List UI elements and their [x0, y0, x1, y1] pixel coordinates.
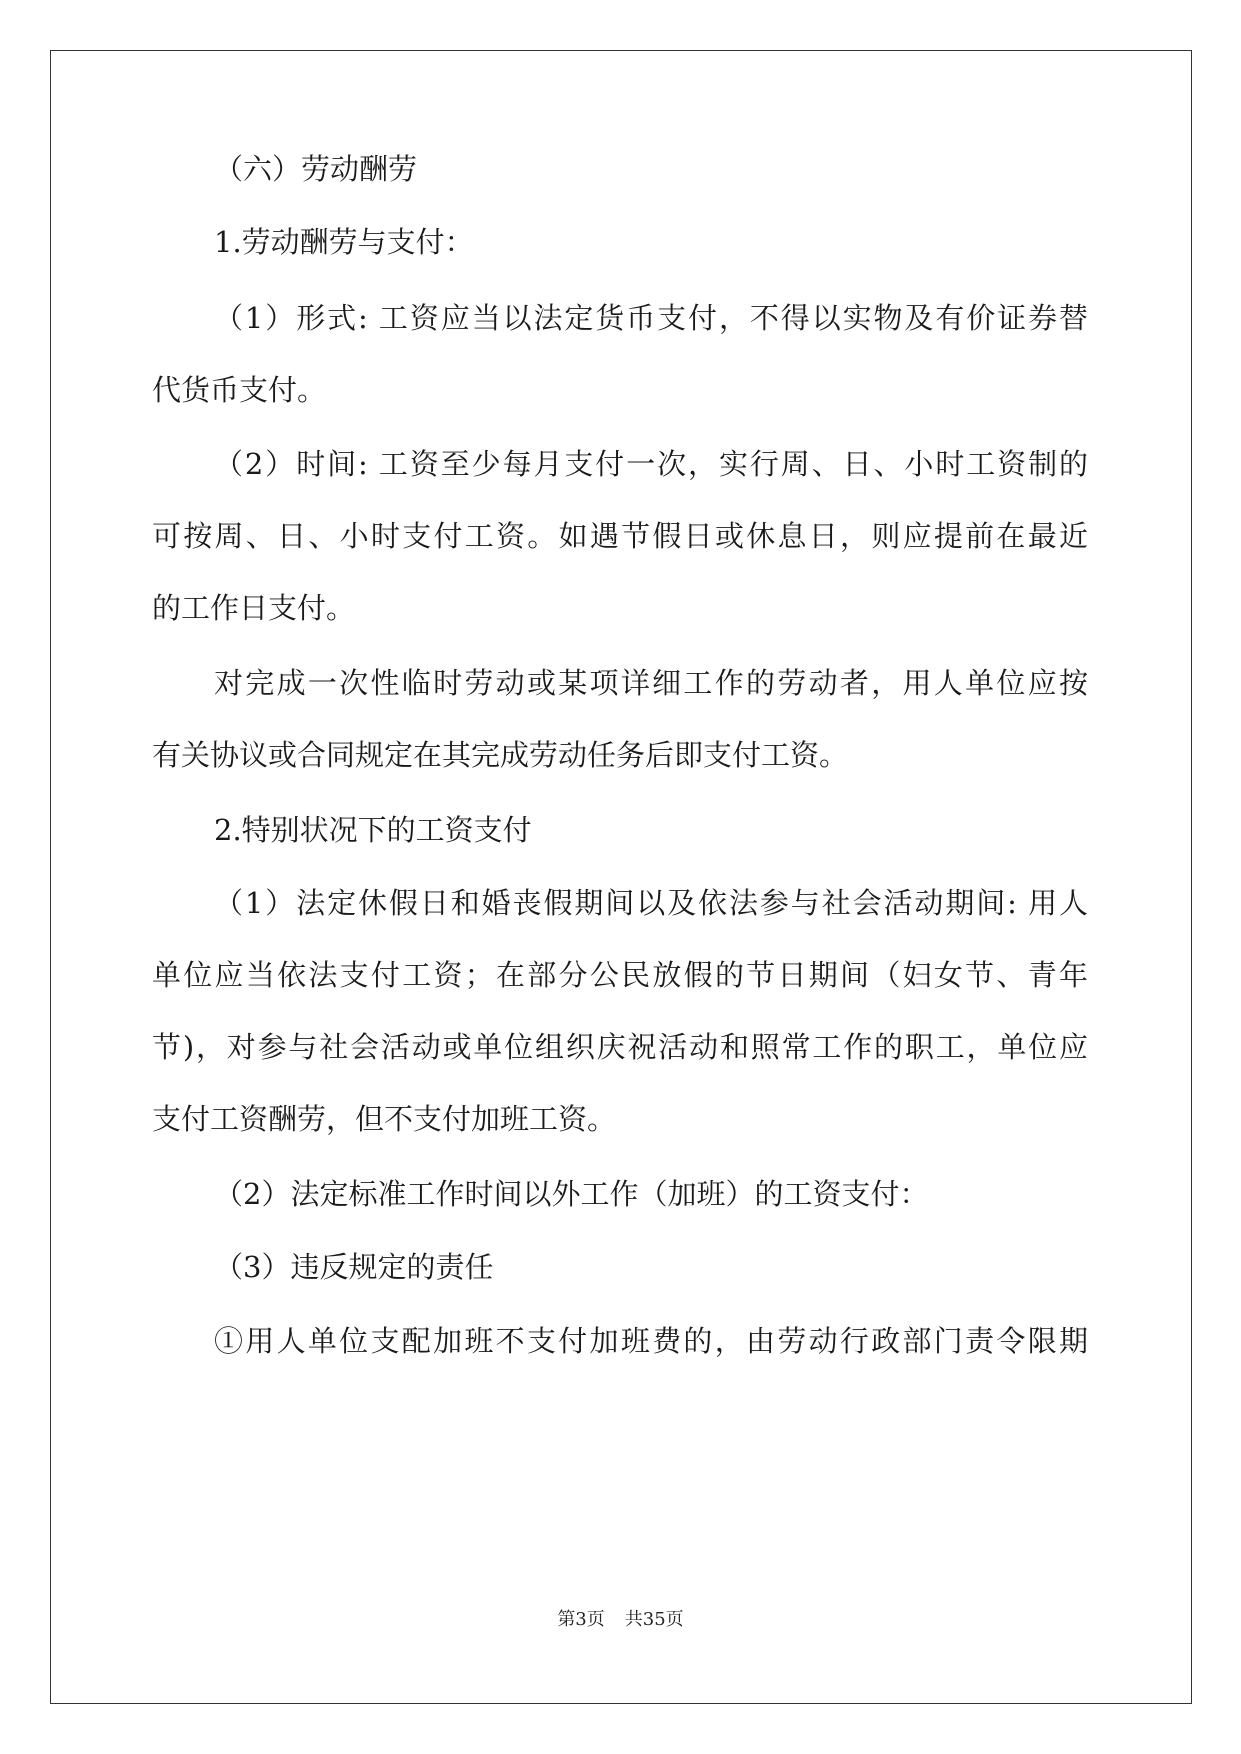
- paragraph-line: （1）形式: 工资应当以法定货币支付，不得以实物及有价证券替: [214, 301, 1088, 335]
- paragraph-line: 可按周、日、小时支付工资。如遇节假日或休息日，则应提前在最近: [152, 519, 1088, 553]
- page-footer: [0, 1608, 1241, 1632]
- total-pages: 共35页: [624, 1609, 684, 1630]
- paragraph-line: 节)，对参与社会活动或单位组织庆祝活动和照常工作的职工，单位应: [152, 1030, 1088, 1064]
- subsection-heading: 1.劳动酬劳与支付：: [214, 225, 474, 259]
- paragraph-line: 的工作日支付。: [152, 591, 356, 625]
- subsection-heading: 2.特别状况下的工资支付: [214, 813, 532, 847]
- paragraph-line: 支付工资酬劳，但不支付加班工资。: [152, 1102, 617, 1136]
- paragraph-line: （3）违反规定的责任: [214, 1250, 494, 1284]
- paragraph-line: （1）法定休假日和婚丧假期间以及依法参与社会活动期间: 用人: [214, 886, 1088, 920]
- section-heading: （六）劳动酬劳: [214, 152, 418, 186]
- paragraph-line: 代货币支付。: [152, 373, 327, 407]
- paragraph-line: ①用人单位支配加班不支付加班费的，由劳动行政部门责令限期: [214, 1324, 1088, 1358]
- paragraph-line: 对完成一次性临时劳动或某项详细工作的劳动者，用人单位应按: [214, 666, 1088, 700]
- paragraph-line: 单位应当依法支付工资；在部分公民放假的节日期间（妇女节、青年: [152, 958, 1088, 992]
- paragraph-line: 有关协议或合同规定在其完成劳动任务后即支付工资。: [152, 738, 849, 772]
- paragraph-line: （2）时间: 工资至少每月支付一次，实行周、日、小时工资制的: [214, 447, 1088, 481]
- paragraph-line: （2）法定标准工作时间以外工作（加班）的工资支付：: [214, 1177, 929, 1211]
- page-number: 第3页: [557, 1609, 605, 1630]
